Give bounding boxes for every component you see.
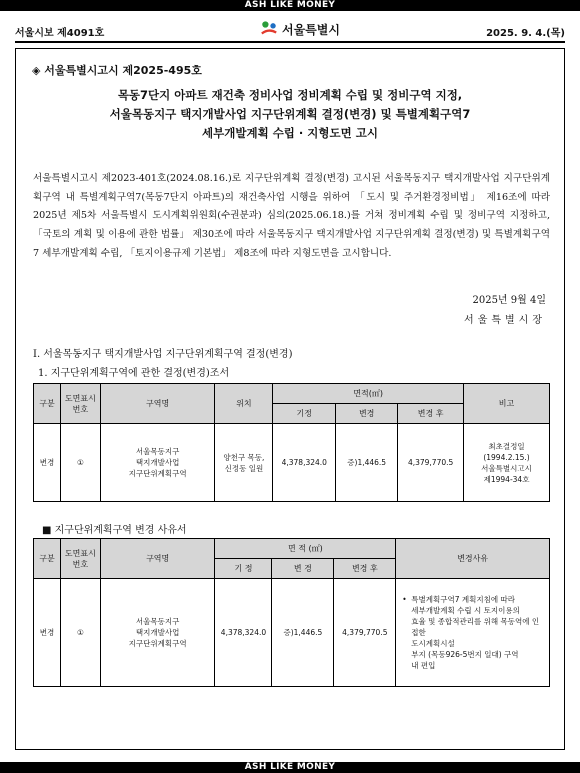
reason-item: [402, 594, 543, 671]
title-line: 세부개발계획 수립 · 지형도면 고시: [202, 126, 378, 140]
notice-title: [30, 86, 550, 143]
page-header: [15, 18, 565, 40]
cell-map-number: ①: [60, 579, 100, 687]
header-area: 면 적 (㎡): [215, 539, 396, 559]
bullet-icon: •: [402, 595, 407, 604]
header-change: 변경: [336, 404, 398, 424]
cell-after-area: 4,379,770.5: [334, 579, 396, 687]
seoul-logo-icon: [260, 20, 278, 38]
header-reason: 변경사유: [396, 539, 550, 579]
header-existing: 기 정: [215, 559, 272, 579]
header-gubun: 구분: [34, 384, 61, 424]
header-divider: [15, 41, 565, 43]
notice-body: 서울특별시고시 제2023-401호(2024.08.16.)로 지구단위계획 결정(변경) 고시된 서울목동지구 택지개발사업 지구단위계획구역 내 특별계획구역7(목동7단지 아파트)의 재건축사업 시행을 위하여 「도시 및 주거환경정비법」 제16조에 따라 2025년 제5차 서울특별시 도시계획위원회(수권분과) 심의(2025.06.18.)를 거쳐 정비계획 수립 및 정비구역 지정하고, 「국토의 계획 및 이용에 관한 법률」 제30조에 따라 서울목동지구 택지개발사업 지구단위계획 결정(변경) 및 특별계획구역7 세부개발계획 수립, 「토지이용규제 기본법」 제8조에 따라 지형도면을 고시합니다.: [33, 173, 550, 259]
top-banner: ASH LIKE MONEY: [0, 0, 580, 11]
reason-text: 특별계획구역7 계획지침에 따라 세부개발계획 수립 시 토지이용의 효율 및 종합적관리를 위해 목동역에 인접한 도시계획시설 부지 (목동926-5번지 일대) 구역 내 편입: [411, 595, 540, 670]
cell-gubun: 변경: [34, 579, 61, 687]
cell-change-reason: [396, 579, 550, 687]
cell-location: 양천구 목동, 신정동 일원: [215, 424, 273, 502]
header-district-name: 구역명: [100, 539, 215, 579]
notice-number: ◈ 서울특별시고시 제2025-495호: [32, 64, 202, 77]
header-existing: 기정: [273, 404, 336, 424]
header-map-number: 도면표시 번호: [60, 384, 100, 424]
bottom-banner: ASH LIKE MONEY: [0, 762, 580, 773]
issue-date: 2025. 9. 4.(목): [486, 28, 565, 39]
district-decision-table: [33, 383, 550, 502]
cell-after-area: 4,379,770.5: [398, 424, 464, 502]
section1-subheading: 1. 지구단위계획구역에 관한 결정(변경)조서: [38, 368, 230, 379]
notice-date: 2025년 9월 4일: [472, 295, 546, 306]
header-change: 변 경: [272, 559, 334, 579]
city-name: 서울특별시: [282, 22, 340, 37]
cell-map-number: ①: [60, 424, 100, 502]
cell-remarks: 최초결정일 (1994.2.15.) 서울특별시고시 제1994-34호: [464, 424, 550, 502]
header-gubun: 구분: [34, 539, 61, 579]
cell-change-area: 증)1,446.5: [336, 424, 398, 502]
cell-existing-area: 4,378,324.0: [215, 579, 272, 687]
cell-change-area: 증)1,446.5: [272, 579, 334, 687]
header-remarks: 비고: [464, 384, 550, 424]
title-line: 목동7단지 아파트 재건축 정비사업 정비계획 수립 및 정비구역 지정,: [117, 88, 463, 102]
cell-existing-area: 4,378,324.0: [273, 424, 336, 502]
title-line: 서울목동지구 택지개발사업 지구단위계획 결정(변경) 및 특별계획구역7: [109, 107, 471, 121]
header-after: 변경 후: [334, 559, 396, 579]
publication-number: 서울시보 제4091호: [15, 28, 105, 39]
header-area: 면적(㎡): [273, 384, 464, 404]
cell-district-name: 서울목동지구 택지개발사업 지구단위계획구역: [100, 579, 215, 687]
cell-district-name: 서울목동지구 택지개발사업 지구단위계획구역: [100, 424, 215, 502]
header-map-number: 도면표시 번호: [60, 539, 100, 579]
section1-heading: Ⅰ. 서울목동지구 택지개발사업 지구단위계획구역 결정(변경): [33, 349, 293, 360]
cell-gubun: 변경: [34, 424, 61, 502]
change-reason-table: [33, 538, 550, 687]
city-logo-group: [260, 18, 340, 40]
header-after: 변경 후: [398, 404, 464, 424]
notice-signer: 서울특별시장: [464, 315, 546, 326]
section2-heading: ■ 지구단위계획구역 변경 사유서: [42, 525, 187, 536]
header-location: 위치: [215, 384, 273, 424]
header-district-name: 구역명: [100, 384, 215, 424]
